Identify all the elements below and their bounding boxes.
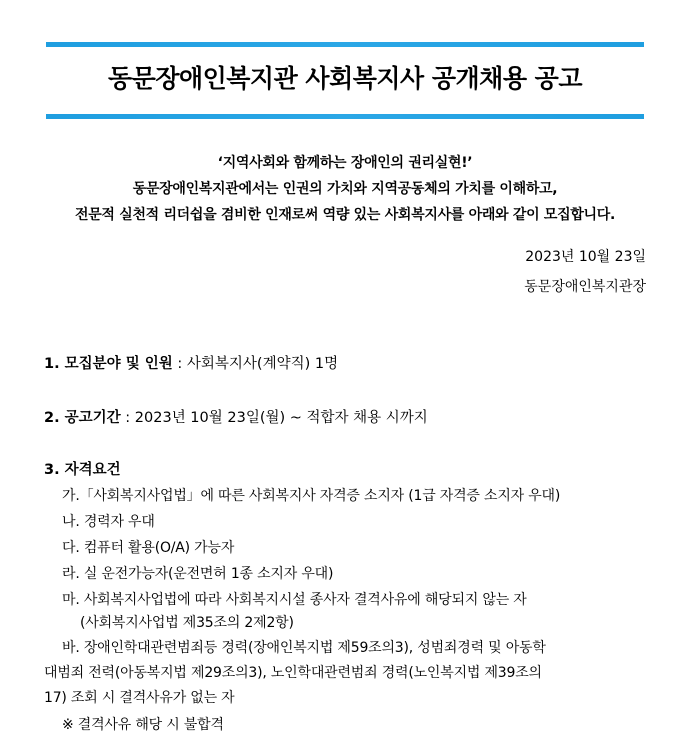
section-1	[44, 352, 338, 373]
signer: 동문장애인복지관장	[524, 279, 646, 295]
title-top-bar	[46, 42, 644, 47]
disqualification-note: ※ 결격사유 해당 시 불합격	[62, 717, 224, 733]
req-item-ma-ref: (사회복지사업법 제35조의 2제2항)	[80, 615, 294, 631]
req-item-ba-cont-2: 17) 조회 시 결격사유가 없는 자	[44, 690, 235, 706]
intro-line-1: 동문장애인복지관에서는 인권의 가치와 지역공동체의 가치를 이해하고,	[132, 181, 558, 197]
section-2-value: : 2023년 10월 23일(월) ~ 적합자 채용 시까지	[120, 410, 428, 426]
section-3	[44, 458, 121, 479]
section-1-label: 1. 모집분야 및 인원	[44, 356, 173, 372]
intro-slogan: ‘지역사회와 함께하는 장애인의 권리실현!’	[217, 155, 473, 171]
req-item-na: 나. 경력자 우대	[62, 514, 155, 530]
section-2-label: 2. 공고기간	[44, 410, 121, 426]
req-item-ba-cont-1: 대범죄 전력(아동복지법 제29조의3), 노인학대관련범죄 경력(노인복지법 제39조의	[44, 665, 542, 681]
title-bottom-bar	[46, 114, 644, 119]
announcement-date: 2023년 10월 23일	[525, 249, 646, 265]
req-item-ga: 가.「사회복지사업법」에 따른 사회복지사 자격증 소지자 (1급 자격증 소지자 우대)	[62, 488, 561, 504]
intro-line-2: 전문적 실천적 리더쉽을 겸비한 인재로써 역량 있는 사회복지사를 아래와 같이 모집합니다.	[74, 207, 616, 223]
req-item-da: 다. 컴퓨터 활용(O/A) 가능자	[62, 540, 235, 556]
section-2	[44, 406, 428, 427]
section-3-label: 3. 자격요건	[44, 462, 121, 478]
section-1-value: : 사회복지사(계약직) 1명	[172, 356, 339, 372]
req-item-ma: 마. 사회복지사업법에 따라 사회복지시설 종사자 결격사유에 해당되지 않는 자	[62, 592, 527, 608]
req-item-ba: 바. 장애인학대관련범죄등 경력(장애인복지법 제59조의3), 성범죄경력 및 아동학	[62, 640, 546, 656]
req-item-ra: 라. 실 운전가능자(운전면허 1종 소지자 우대)	[62, 566, 334, 582]
page-title: 동문장애인복지관 사회복지사 공개채용 공고	[108, 64, 582, 93]
